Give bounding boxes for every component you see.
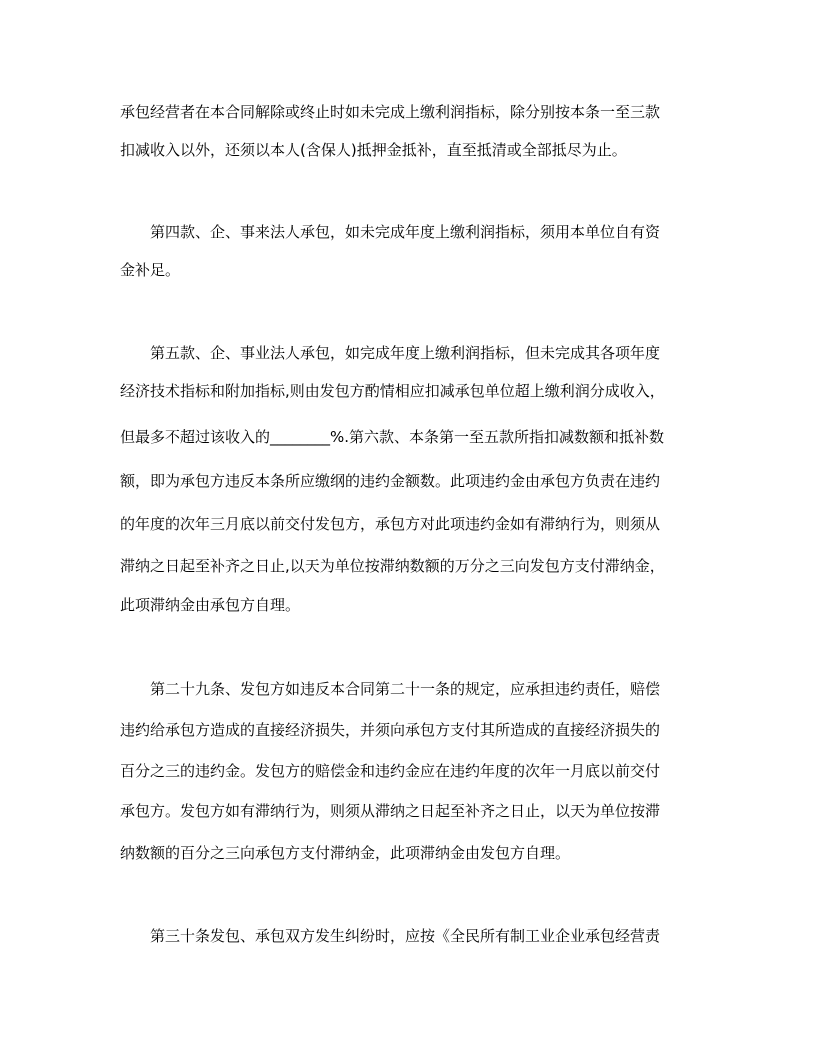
paragraph-line-14: 百分之三的违约金。发包方的赔偿金和违约金应在违约年度的次年一月底以前交付 (120, 762, 661, 780)
paragraph-line-10: 滞纳之日起至补齐之日止,以天为单位按滞纳数额的万分之三向发包方支付滞纳金， (120, 557, 665, 575)
paragraph-line-11: 此项滞纳金由承包方自理。 (120, 596, 301, 614)
paragraph-line-6: 经济技术指标和附加指标,则由发包方酌情相应扣减承包单位超上缴利润分成收入， (120, 382, 665, 400)
paragraph-line-12: 第二十九条、发包方如违反本合同第二十一条的规定，应承担违约责任，赔偿 (150, 680, 661, 698)
paragraph-line-8: 额，即为承包方违反本条所应缴纲的违约金额数。此项违约金由承包方负责在违约 (120, 472, 661, 490)
paragraph-line-2: 扣减收入以外，还须以本人(含保人)抵押金抵补，直至抵清或全部抵尽为止。 (120, 141, 627, 159)
paragraph-line-7: 但最多不超过该收入的________%.第六款、本条第一至五款所指扣减数额和抵补数 (120, 428, 665, 446)
paragraph-line-4: 金补足。 (120, 261, 181, 279)
paragraph-line-5: 第五款、企、事业法人承包，如完成年度上缴利润指标，但未完成其各项年度 (150, 344, 661, 362)
paragraph-line-9: 的年度的次年三月底以前交付发包方，承包方对此项违约金如有滞纳行为，则须从 (120, 515, 661, 533)
paragraph-line-16: 纳数额的百分之三向承包方支付滞纳金，此项滞纳金由发包方自理。 (120, 844, 571, 862)
paragraph-line-1: 承包经营者在本合同解除或终止时如未完成上缴利润指标，除分别按本条一至三款 (120, 103, 661, 121)
paragraph-line-17: 第三十条发包、承包双方发生纠纷时，应按《全民所有制工业企业承包经营责 (150, 927, 661, 945)
paragraph-line-15: 承包方。发包方如有滞纳行为，则须从滞纳之日起至补齐之日止，以天为单位按滞 (120, 802, 661, 820)
paragraph-line-13: 违约给承包方造成的直接经济损失，并须向承包方支付其所造成的直接经济损失的 (120, 721, 661, 739)
paragraph-line-3: 第四款、企、事来法人承包，如未完成年度上缴利润指标，须用本单位自有资 (150, 223, 661, 241)
